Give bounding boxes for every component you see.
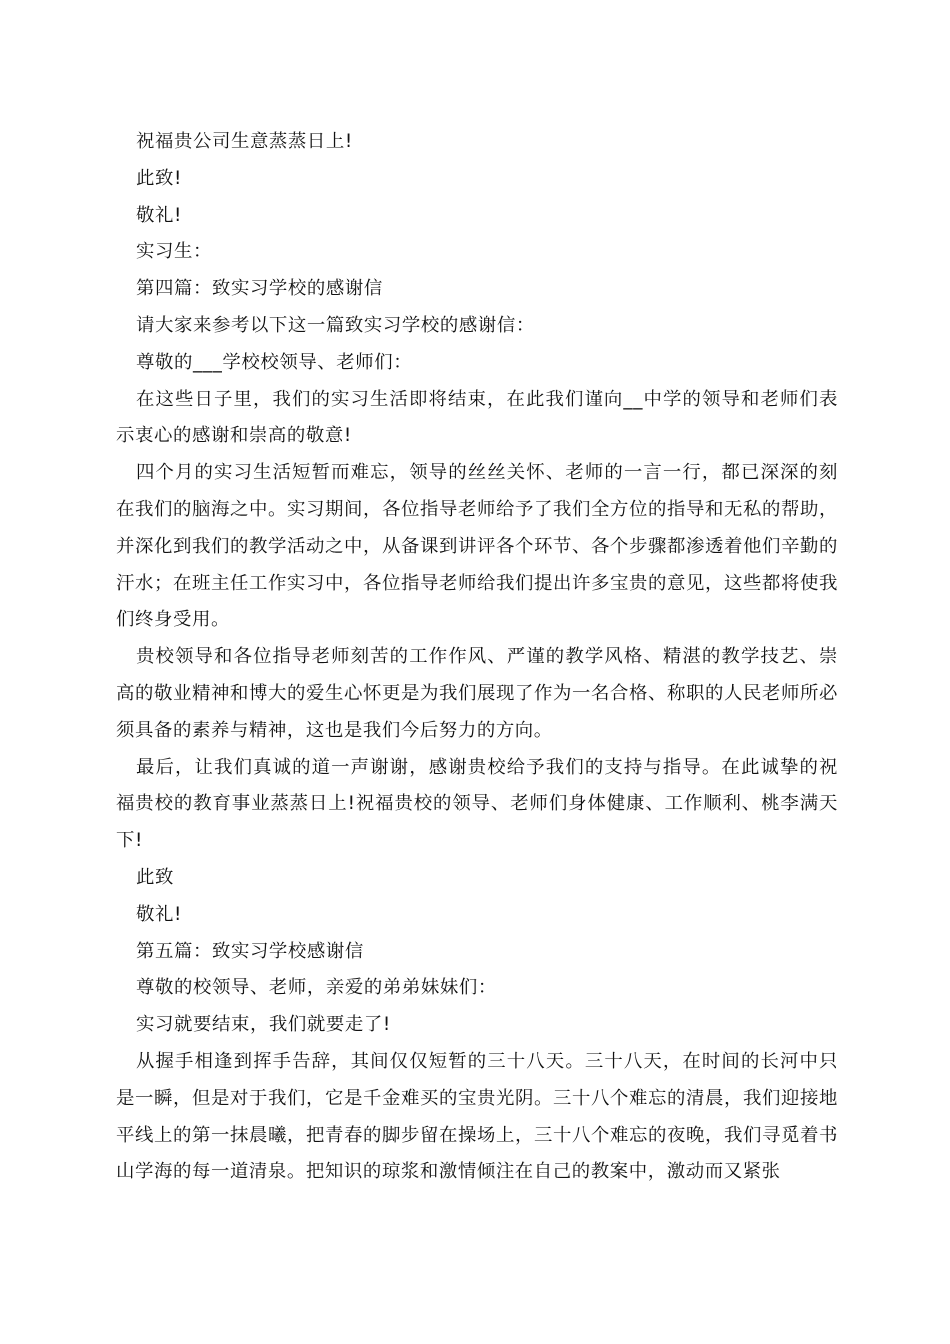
paragraph-body-3: 贵校领导和各位指导老师刻苦的工作作风、严谨的教学风格、精湛的教学技艺、崇高的敬业精神和博大的爱生心怀更是为我们展现了作为一名合格、称职的人民老师所必须具备的素养与精神，这也是我们今后努力的方向。 — [116, 646, 838, 741]
document-body — [116, 124, 838, 1191]
paragraph-body-5: 实习就要结束，我们就要走了! — [136, 1014, 391, 1036]
paragraph-closing-wish: 祝福贵公司生意蒸蒸日上! — [136, 131, 353, 152]
paragraph-jingli-1: 敬礼! — [136, 204, 182, 226]
paragraph-intro: 请大家来参考以下这一篇致实习学校的感谢信： — [136, 314, 535, 336]
paragraph-signature: 实习生： — [136, 241, 212, 263]
paragraph-body-2: 四个月的实习生活短暂而难忘，领导的丝丝关怀、老师的一言一行，都已深深的刻在我们的脑海之中。实习期间，各位指导老师给予了我们全方位的指导和无私的帮助，并深化到我们的教学活动之中，从备课到讲评各个环节、各个步骤都渗透着他们辛勤的汗水；在班主任工作实习中，各位指导老师给我们提出许多宝贵的意见，这些都将使我们终身受用。 — [116, 462, 838, 631]
section-heading-5: 第五篇：致实习学校感谢信 — [136, 940, 364, 962]
paragraph-salutation-2: 尊敬的校领导、老师，亲爱的弟弟妹妹们： — [136, 977, 497, 999]
paragraph-jingli-2: 敬礼! — [136, 903, 182, 925]
paragraph-cizhi-2: 此致 — [136, 866, 174, 888]
paragraph-salutation-1: 尊敬的___学校校领导、老师们： — [136, 351, 413, 373]
paragraph-cizhi-1: 此致! — [136, 167, 182, 189]
paragraph-body-1: 在这些日子里，我们的实习生活即将结束，在此我们谨向__中学的领导和老师们表示衷心的感谢和崇高的敬意! — [116, 388, 838, 447]
paragraph-body-4: 最后，让我们真诚的道一声谢谢，感谢贵校给予我们的支持与指导。在此诚挚的祝福贵校的教育事业蒸蒸日上!祝福贵校的领导、老师们身体健康、工作顺利、桃李满天下! — [116, 756, 838, 852]
section-heading-4: 第四篇：致实习学校的感谢信 — [136, 278, 383, 300]
paragraph-body-6: 从握手相逢到挥手告辞，其间仅仅短暂的三十八天。三十八天，在时间的长河中只是一瞬，但是对于我们，它是千金难买的宝贵光阴。三十八个难忘的清晨，我们迎接地平线上的第一抹晨曦，把青春的脚步留在操场上，三十八个难忘的夜晚，我们寻觅着书山学海的每一道清泉。把知识的琼浆和激情倾注在自己的教案中，激动而又紧张 — [116, 1050, 838, 1183]
